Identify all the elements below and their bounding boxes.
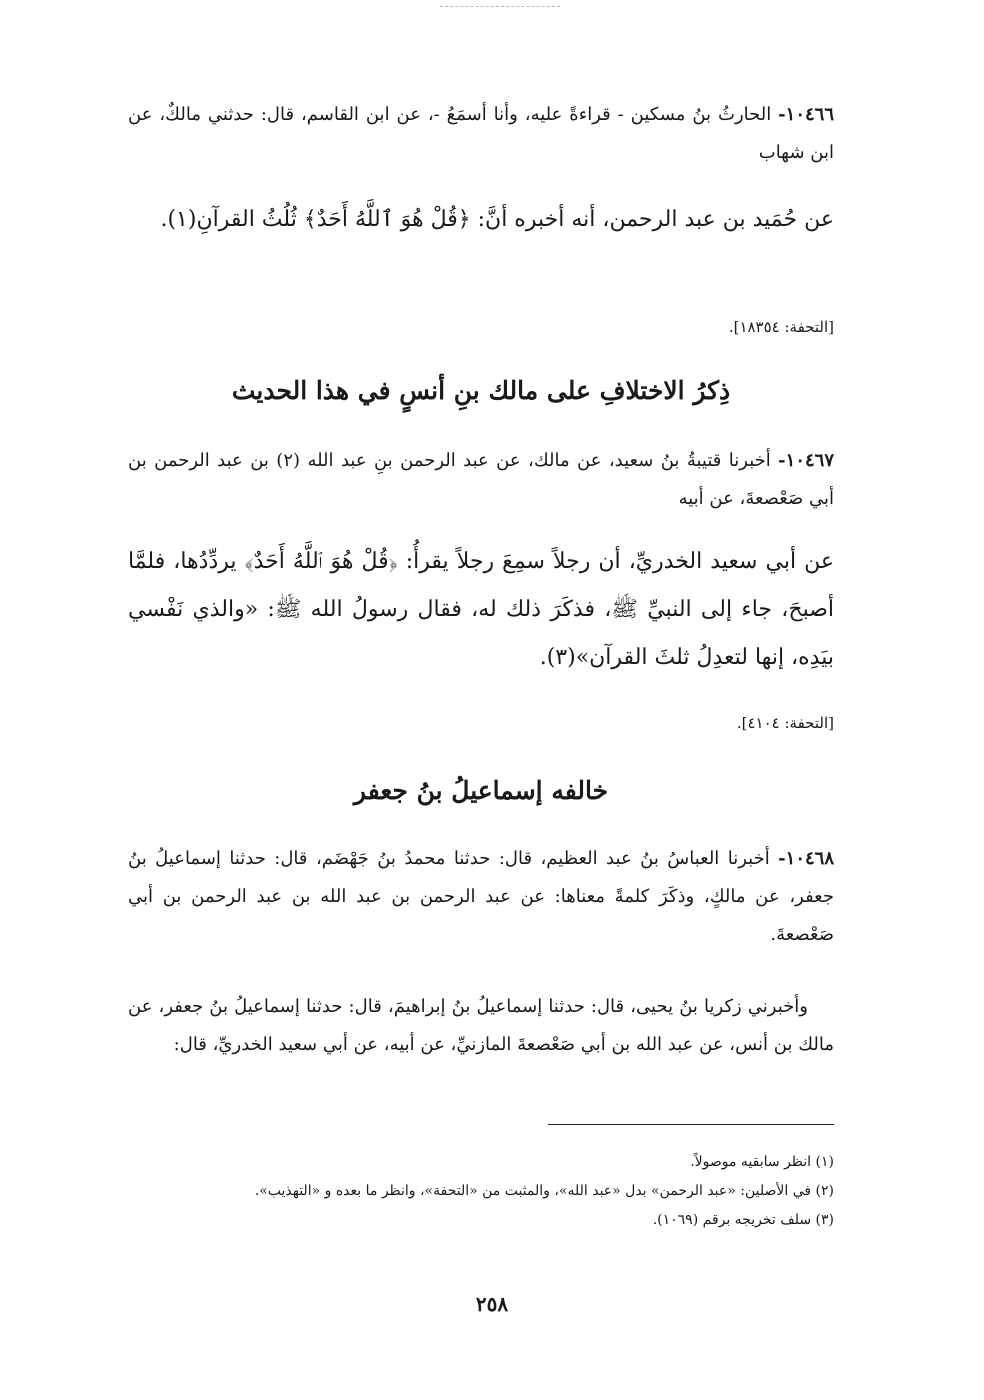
hadith-10466-isnad <box>128 96 834 172</box>
hadith-matn-text: عن حُمَيد بن عبد الرحمن، أنه أخبره أنَّ: ﴿قُلْ هُوَ ٱللَّهُ أَحَدٌ﴾ ثُلُثُ القرآنِ(١). <box>160 207 834 232</box>
hadith-number: ١٠٤٦٨- <box>778 848 834 869</box>
hadith-10468-second-chain <box>128 988 834 1064</box>
hadith-isnad-text: أخبرنا العباسُ بنُ عبد العظيم، قال: حدثنا محمدُ بنُ جَهْضَم، قال: حدثنا إسماعيلُ بنُ جعفر، عن مالكٍ، وذكَرَ كلمةً معناها: عن عبد الرحمن بن عبد الله بن عبد الرحمن بن أبي صَعْصعةَ. <box>128 848 834 945</box>
hadith-10467-matn <box>128 538 834 682</box>
hadith-10468-isnad <box>128 840 834 954</box>
hadith-isnad-text: أخبرنا قتيبةُ بنُ سعيد، عن مالك، عن عبد الرحمن بنِ عبد الله (٢) بن عبد الرحمن بن أبي صَعْصعةَ، عن أبيه <box>128 450 834 509</box>
footnote-2: (٢) في الأصلين: «عبد الرحمن» بدل «عبد الله»، والمثبت من «التحفة»، وانظر ما بعده و «التهذيب». <box>254 1183 834 1199</box>
tuhfa-reference: [التحفة: ٤١٠٤]. <box>736 714 834 732</box>
footnote-1: (١) انظر سابقيه موصولاً. <box>690 1154 834 1170</box>
hadith-number: ١٠٤٦٦- <box>778 104 834 125</box>
hadith-isnad-text: الحارثُ بنُ مسكين - قراءةً عليه، وأنا أسمَعُ -، عن ابن القاسم، قال: حدثني مالكٌ، عن ابن شهاب <box>128 104 834 163</box>
footnotes <box>128 1148 834 1235</box>
hadith-chain-text: وأخبرني زكريا بنُ يحيى، قال: حدثنا إسماعيلُ بنُ إبراهيمَ، قال: حدثنا إسماعيلُ بنُ جعفر، عن مالك بن أنس، عن عبد الله بن أبي صَعْصعةَ المازنيِّ، عن أبيه، عن أبي سعيد الخدريِّ، قال: <box>128 996 834 1055</box>
hadith-number: ١٠٤٦٧- <box>778 450 834 471</box>
footnote-separator <box>548 1124 834 1125</box>
hadith-10466-matn <box>128 196 834 244</box>
hadith-10467-isnad <box>128 442 834 518</box>
section-heading: خالفه إسماعيلُ بنُ جعفر <box>353 776 609 805</box>
section-heading: ذِكرُ الاختلافِ على مالك بنِ أنسٍ في هذا الحديث <box>231 376 731 405</box>
footnote-3: (٣) سلف تخريجه برقم (١٠٦٩). <box>652 1212 834 1228</box>
hadith-matn-text: عن أبي سعيد الخدريِّ، أن رجلاً سمِعَ رجلاً يقرأُ: ﴿قُلْ هُوَ ٱللَّهُ أَحَدٌ﴾ يردِّدُها، فلمَّا أصبحَ، جاء إلى النبيِّ ﷺ، فذكَرَ ذلك له، فقال رسولُ الله ﷺ: «والذي نَفْسي بيَدِه، إنها لتعدِلُ ثلثَ القرآن»(٣). <box>128 549 834 670</box>
page-number: ٢٥٨ <box>475 1292 509 1316</box>
top-header-rule <box>440 6 560 7</box>
tuhfa-reference: [التحفة: ١٨٣٥٤]. <box>728 318 834 336</box>
